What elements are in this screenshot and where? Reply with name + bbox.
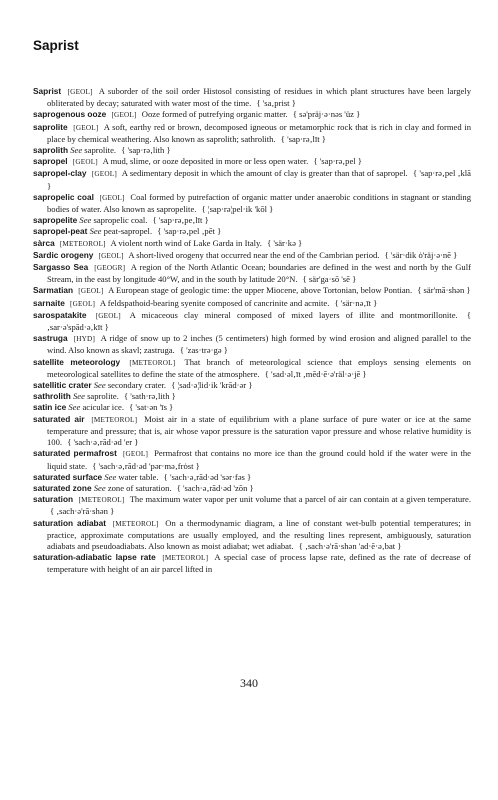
entry (33, 192, 471, 215)
entry-field: [GEOL] (78, 287, 104, 296)
entry (33, 86, 471, 109)
entry-see: See (93, 482, 106, 493)
entry-term: sapropel-peat (33, 226, 88, 237)
entry-term: saturated air (33, 413, 85, 424)
entry-field: [GEOL] (111, 111, 137, 120)
entry-definition: water table. (118, 471, 159, 482)
entry (33, 122, 471, 145)
entry-pronunciation: { 'sap·rə‚lith } (121, 145, 171, 156)
entry-pronunciation: { 'sär·kə } (267, 237, 303, 248)
entry (33, 145, 471, 156)
entry-definition: A ridge of snow up to 2 inches (5 centimeters) high formed by wind erosion and aligned parallel to the wind. Also known as skavl; zastruga. (47, 333, 471, 356)
entry-definition: A European stage of geologic time: the upper Miocene, above Tortonian, below Pontian. (108, 285, 413, 296)
entry-definition: saprolite. (87, 391, 119, 402)
entry-pronunciation: { 'sach·ə‚rād·əd 'zōn } (176, 482, 254, 493)
entry-term: saprogenous ooze (33, 109, 107, 120)
entry-field: [GEOL] (67, 88, 93, 96)
entry-pronunciation: { ‚sach·ə'rā·shən } (50, 506, 115, 517)
entry-field: [GEOL] (91, 170, 117, 179)
entry-term: sapropel-clay (33, 168, 87, 179)
entry (33, 168, 471, 191)
entry-term: satellite meteorology (33, 356, 121, 367)
entry-definition: A sedimentary deposit in which the amount of clay is greater than that of sapropel. (121, 168, 408, 179)
entry-pronunciation: { 'sap·rə‚pe‚līt } (152, 215, 209, 226)
entry-see: See (79, 215, 92, 226)
entry (33, 215, 471, 226)
entry-pronunciation: { ‚sach·ə'rā·shən 'ad·ē·ə‚bat } (298, 540, 402, 551)
entry-definition: A micaceous clay mineral composed of mixed layers of illite and montmorillonite. (129, 309, 458, 320)
entry-pronunciation: { 'sär·nə‚īt } (334, 297, 378, 308)
entry-term: sapropelite (33, 215, 78, 226)
entry-term: sapropel (33, 156, 68, 167)
entry-definition: That branch of meteorological science that employs sensing elements on meteorological satellites to define the state of the atmosphere. (47, 356, 471, 379)
entry (33, 414, 471, 449)
entry-pronunciation: { 'sach·ə‚rād·əd 'pər·mə‚frȯst } (92, 460, 200, 471)
entry (33, 226, 471, 237)
entry-field: [GEOL] (69, 299, 96, 308)
entry-definition: A violent north wind of Lake Garda in Italy. (110, 237, 262, 248)
entry (33, 298, 471, 310)
entry-field: [GEOL] (73, 123, 99, 132)
entry-term: Sarmatian (33, 285, 74, 296)
entry-pronunciation: { 'sär·dik ȯ'räj·ə·nē } (384, 249, 458, 260)
entry (33, 357, 471, 380)
entry (33, 391, 471, 402)
entry-definition: peat-sapropel. (103, 226, 153, 237)
entry-field: [GEOGR] (94, 264, 126, 273)
entry-field: [GEOL] (99, 193, 125, 202)
entry-definition: Permafrost that contains no more ice than the ground could hold if the water were in the liquid state. (47, 448, 471, 471)
entry-pronunciation: { sär'ga·sō 'sē } (302, 274, 357, 285)
entry (33, 483, 471, 494)
entry (33, 156, 471, 168)
entry-field: [GEOL] (98, 251, 124, 260)
entry-pronunciation: { 'sach·ə‚rād·əd 'er } (67, 437, 139, 448)
entry (33, 494, 471, 517)
entry-field: [METEOROL] (59, 239, 106, 248)
entry-term: sathrolith (33, 391, 71, 402)
entry-term: sàrca (33, 237, 55, 248)
entry-term: saprolith (33, 145, 69, 156)
entry-term: saturated zone (33, 482, 92, 493)
entry-definition: sapropelic coal. (93, 215, 148, 226)
entry-term: sastruga (33, 333, 68, 344)
entry-field: [GEOL] (95, 311, 121, 320)
entry-term: saprolite (33, 121, 68, 132)
entry-definition: A mud, slime, or ooze deposited in more or less open water. (102, 156, 309, 167)
entry-field: [HYD] (73, 335, 96, 344)
entry (33, 402, 471, 413)
entry-pronunciation: { 'sap·rə‚līt } (280, 133, 326, 144)
entry-pronunciation: { 'sap·rə‚pel } (313, 156, 362, 167)
entry-field: [METEOROL] (112, 519, 159, 528)
entry (33, 333, 471, 356)
entry-term: saturation adiabat (33, 517, 106, 528)
entry-see: See (89, 226, 102, 237)
entry (33, 310, 471, 333)
entry-definition: secondary crater. (107, 380, 167, 391)
entry (33, 380, 471, 391)
entry-term: saturated permafrost (33, 448, 117, 459)
entry (33, 472, 471, 483)
entry-see: See (93, 380, 106, 391)
entry-term: satellitic crater (33, 380, 92, 391)
entry-term: Sargasso Sea (33, 262, 89, 273)
entry-definition: Coal formed by putrefaction of organic matter under anaerobic conditions in stagnant or standing bodies of water. Also known as sapropelite. (47, 191, 471, 215)
entry-definition: A feldspathoid-bearing syenite composed of cancrinite and acmite. (99, 297, 330, 308)
entry-field: [METEOROL] (162, 554, 209, 563)
entry (33, 518, 471, 553)
entry-definition: Ooze formed of putrefying organic matter. (141, 109, 288, 120)
entry-see: See (72, 391, 85, 402)
entry-pronunciation: { 'sap·rə‚pel ‚pēt } (157, 226, 222, 237)
entry (33, 285, 471, 297)
entry-definition: acicular ice. (82, 402, 124, 413)
page-number: 340 (240, 676, 258, 690)
entry-field: [GEOL] (72, 158, 98, 167)
guide-word: Saprist (33, 38, 79, 53)
entry-term: saturation-adiabatic lapse rate (33, 552, 156, 563)
entry-definition: zone of saturation. (107, 482, 172, 493)
entry-definition: A region of the North Atlantic Ocean; boundaries are defined in the west and north by the Gulf Stream, in the east by longitude 40°W, and in the south by latitude 20°N. (47, 262, 471, 285)
entry-pronunciation: { 'zas·trə·gə } (179, 345, 228, 356)
entry-see: See (70, 145, 83, 156)
entry-pronunciation: { 'sap·rə‚pel ‚klā } (47, 168, 471, 191)
entry-field: [METEOROL] (91, 415, 138, 424)
entry-definition: On a thermodynamic diagram, a line of constant wet-bulb potential temperatures; in practice, approximate computations are usually employed, and the resulting lines represent, ambiguously, saturation adiabats and pseudoadiabats. Also known as moist adiabat; wet adiabat. (47, 517, 471, 551)
entry-definition: A special case of process lapse rate, defined as the rate of decrease of temperature with height of an air parcel lifted in (47, 552, 471, 575)
entry-term: sarnaite (33, 297, 65, 308)
entry-pronunciation: { ¦sad·ə¦lid·ik 'krād·ər } (171, 380, 253, 391)
entry (33, 552, 471, 575)
entry-pronunciation: { sə'präj·ə·nəs 'üz } (292, 109, 361, 120)
entry-pronunciation: { ¦sap·rə¦pel·ik 'kōl } (201, 204, 274, 215)
entry-term: saturated surface (33, 471, 103, 482)
entry (33, 109, 471, 121)
entry (33, 250, 471, 262)
entry-pronunciation: { 'sa‚prist } (256, 98, 296, 109)
entry-term: sarospatakite (33, 309, 87, 320)
entry-term: saturation (33, 494, 74, 505)
entry-field: [METEOROL] (78, 496, 125, 505)
entry-term: satin ice (33, 402, 67, 413)
entry-term: Sardic orogeny (33, 249, 94, 260)
entry-list (33, 86, 471, 576)
entry-pronunciation: { sär'mā·shən } (417, 285, 471, 296)
entry-pronunciation: { 'sat·ən 'īs } (129, 402, 174, 413)
entry-see: See (68, 402, 81, 413)
entry-term: Saprist (33, 86, 62, 96)
entry-pronunciation: { 'sach·ə‚rād·əd 'sər·fəs } (163, 471, 252, 482)
entry (33, 448, 471, 471)
entry-pronunciation: { 'sad·əl‚īt ‚mēd·ē·ə'räl·ə·jē } (264, 368, 367, 379)
entry-definition: Moist air in a state of equilibrium with a plane surface of pure water or ice at the same temperature and pressure; that is, air whose vapor pressure is the saturation vapor pressure and whose relative humidity is 100. (47, 413, 471, 448)
entry-pronunciation: { 'sath·rə‚lith } (123, 391, 176, 402)
entry-field: [GEOL] (122, 450, 149, 459)
entry (33, 238, 471, 250)
entry-definition: A suborder of the soil order Histosol consisting of residues in which plant structures have been largely obliterated by decay; saturated with water most of the time. (47, 86, 471, 109)
entry-definition: The maximum water vapor per unit volume that a parcel of air can contain at a given temperature. (129, 494, 471, 505)
entry-see: See (104, 471, 117, 482)
entry-pronunciation: { ‚sar·ə'spād·ə‚kīt } (47, 309, 471, 333)
entry-definition: A short-lived orogeny that occurred near the end of the Cambrian period. (128, 249, 380, 260)
entry-definition: saprolite. (84, 145, 117, 156)
entry (33, 262, 471, 285)
entry-term: sapropelic coal (33, 191, 94, 202)
entry-field: [METEOROL] (129, 358, 176, 367)
entry-definition: A soft, earthy red or brown, decomposed igneous or metamorphic rock that is rich in clay and formed in place by chemical weathering. Also known as saprolith; sathrolith. (47, 121, 471, 144)
